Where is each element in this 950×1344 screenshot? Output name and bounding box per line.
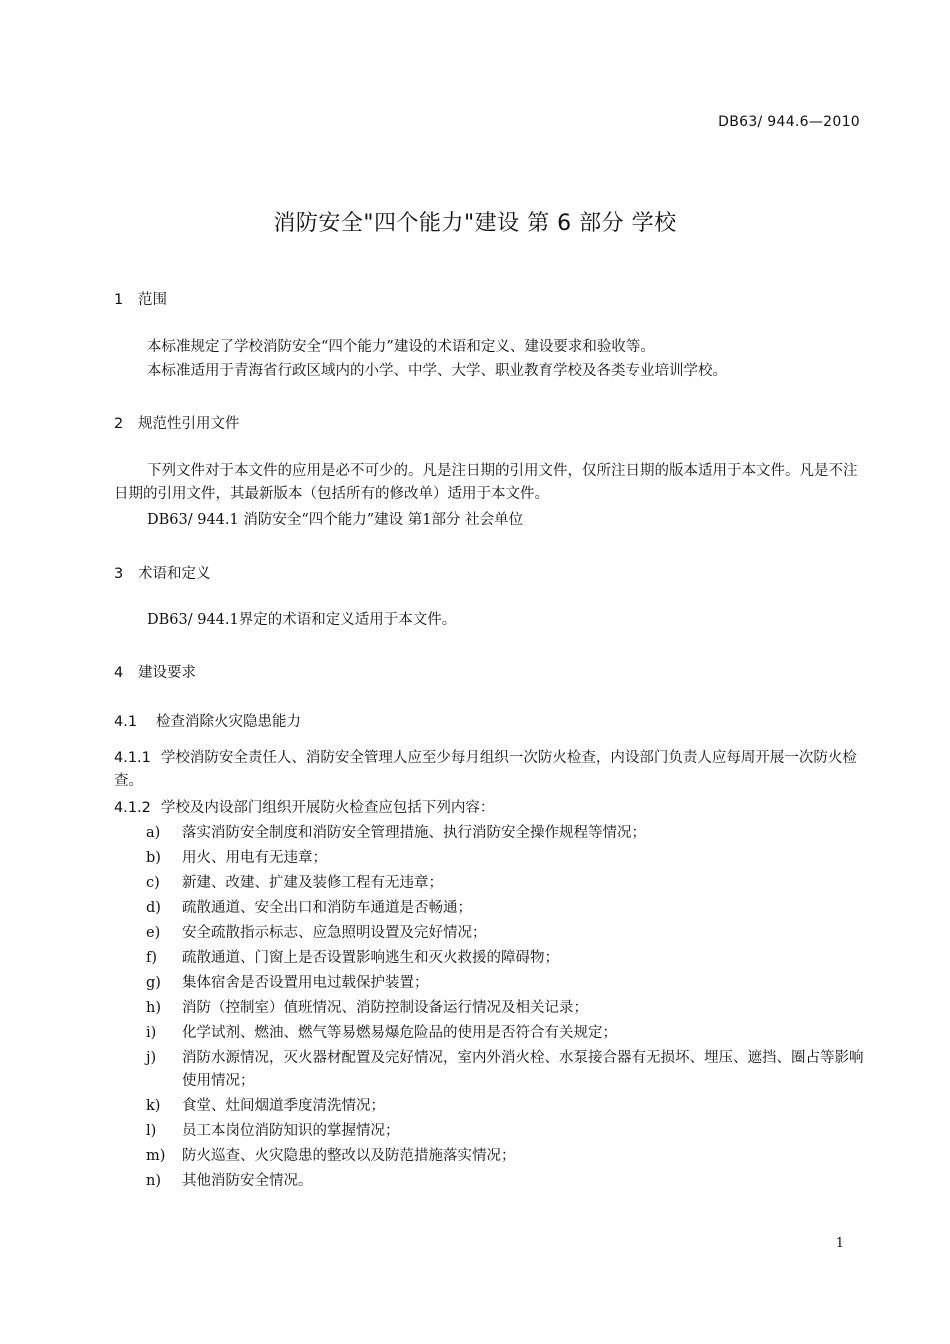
- list-item: [146, 1022, 864, 1045]
- list-marker: f): [146, 950, 158, 966]
- section-title: 规范性引用文件: [138, 416, 240, 432]
- section-title: 术语和定义: [138, 566, 211, 582]
- list-item: [146, 1047, 864, 1093]
- list-item: [146, 822, 864, 845]
- list-marker: k): [146, 1098, 161, 1114]
- list-marker: d): [146, 900, 161, 916]
- list-marker: g): [146, 975, 161, 991]
- clause-number: 4.1.2: [114, 800, 151, 816]
- section-3-heading: [114, 562, 211, 583]
- list-marker: e): [146, 925, 161, 941]
- section-2-heading: [114, 412, 240, 433]
- list-marker: b): [146, 850, 161, 866]
- section-title: 范围: [138, 292, 167, 308]
- section-number: 4.1: [114, 714, 138, 730]
- list-marker: m): [146, 1148, 166, 1164]
- subsection-4-1-heading: [114, 710, 301, 731]
- list-item: [146, 1170, 864, 1193]
- list-item: [146, 1120, 864, 1143]
- section-1-heading: [114, 288, 167, 309]
- list-item: [146, 922, 864, 945]
- list-marker: a): [146, 825, 161, 841]
- clause-text: 学校及内设部门组织开展防火检查应包括下列内容：: [160, 800, 495, 816]
- paragraph: 本标准适用于青海省行政区域内的小学、中学、大学、职业教育学校及各类专业培训学校。: [147, 363, 727, 379]
- list-text: 化学试剂、燃油、燃气等易燃易爆危险品的使用是否符合有关规定；: [182, 1025, 617, 1041]
- list-item: [146, 897, 864, 920]
- clause-text: 学校消防安全责任人、消防安全管理人应至少每月组织一次防火检查，内设部门负责人应每周开展一次防火检查。: [114, 750, 857, 789]
- list-item: [146, 997, 864, 1020]
- list-text: 防火巡查、火灾隐患的整改以及防范措施落实情况；: [182, 1148, 516, 1164]
- list-marker: i): [146, 1025, 157, 1041]
- list-text: 疏散通道、安全出口和消防车通道是否畅通；: [182, 900, 472, 916]
- list-text: 员工本岗位消防知识的掌握情况；: [182, 1123, 400, 1139]
- clause-4-1-2: [114, 797, 862, 820]
- reference-item: DB63/ 944.1 消防安全“四个能力”建设 第1部分 社会单位: [147, 512, 524, 528]
- list-text: 消防水源情况，灭火器材配置及完好情况，室内外消火栓、水泵接合器有无损坏、埋压、遮挡、圈占等影响使用情况；: [182, 1050, 864, 1089]
- list-text: 其他消防安全情况。: [182, 1173, 313, 1189]
- list-item: [146, 972, 864, 995]
- list-text: 用火、用电有无违章；: [182, 850, 327, 866]
- list-text: 新建、改建、扩建及装修工程有无违章；: [182, 875, 443, 891]
- list-item: [146, 847, 864, 870]
- list-marker: c): [146, 875, 160, 891]
- list-marker: l): [146, 1123, 157, 1139]
- page-number: 1: [835, 1236, 844, 1251]
- section-number: 1: [114, 292, 124, 308]
- section-4-heading: [114, 661, 196, 682]
- list-item: [146, 1145, 864, 1168]
- list-text: 落实消防安全制度和消防安全管理措施、执行消防安全操作规程等情况；: [182, 825, 646, 841]
- paragraph: 本标准规定了学校消防安全“四个能力”建设的术语和定义、建设要求和验收等。: [147, 339, 655, 355]
- list-item: [146, 947, 864, 970]
- list-marker: j): [146, 1050, 157, 1066]
- document-code: DB63/ 944.6—2010: [718, 114, 860, 130]
- section-title: 检查消除火灾隐患能力: [156, 714, 301, 730]
- section-number: 2: [114, 416, 124, 432]
- document-title: 消防安全"四个能力"建设 第 6 部分 学校: [273, 211, 677, 236]
- section-title: 建设要求: [138, 665, 196, 681]
- list-text: 消防（控制室）值班情况、消防控制设备运行情况及相关记录；: [182, 1000, 588, 1016]
- section-number: 4: [114, 665, 124, 681]
- list-text: 食堂、灶间烟道季度清洗情况；: [182, 1098, 385, 1114]
- list-text: 集体宿舍是否设置用电过载保护装置；: [182, 975, 429, 991]
- clause-number: 4.1.1: [114, 750, 151, 766]
- list-text: 安全疏散指示标志、应急照明设置及完好情况；: [182, 925, 487, 941]
- list-text: 疏散通道、门窗上是否设置影响逃生和灭火救援的障碍物；: [182, 950, 559, 966]
- section-number: 3: [114, 566, 124, 582]
- list-marker: n): [146, 1173, 161, 1189]
- inspection-items-list: [146, 822, 864, 1195]
- paragraph: DB63/ 944.1界定的术语和定义适用于本文件。: [147, 612, 457, 628]
- list-marker: h): [146, 1000, 161, 1016]
- paragraph: 下列文件对于本文件的应用是必不可少的。凡是注日期的引用文件，仅所注日期的版本适用于本文件。凡是不注日期的引用文件，其最新版本（包括所有的修改单）适用于本文件。: [114, 463, 858, 502]
- clause-4-1-1: [114, 747, 862, 793]
- list-item: [146, 1095, 864, 1118]
- list-item: [146, 872, 864, 895]
